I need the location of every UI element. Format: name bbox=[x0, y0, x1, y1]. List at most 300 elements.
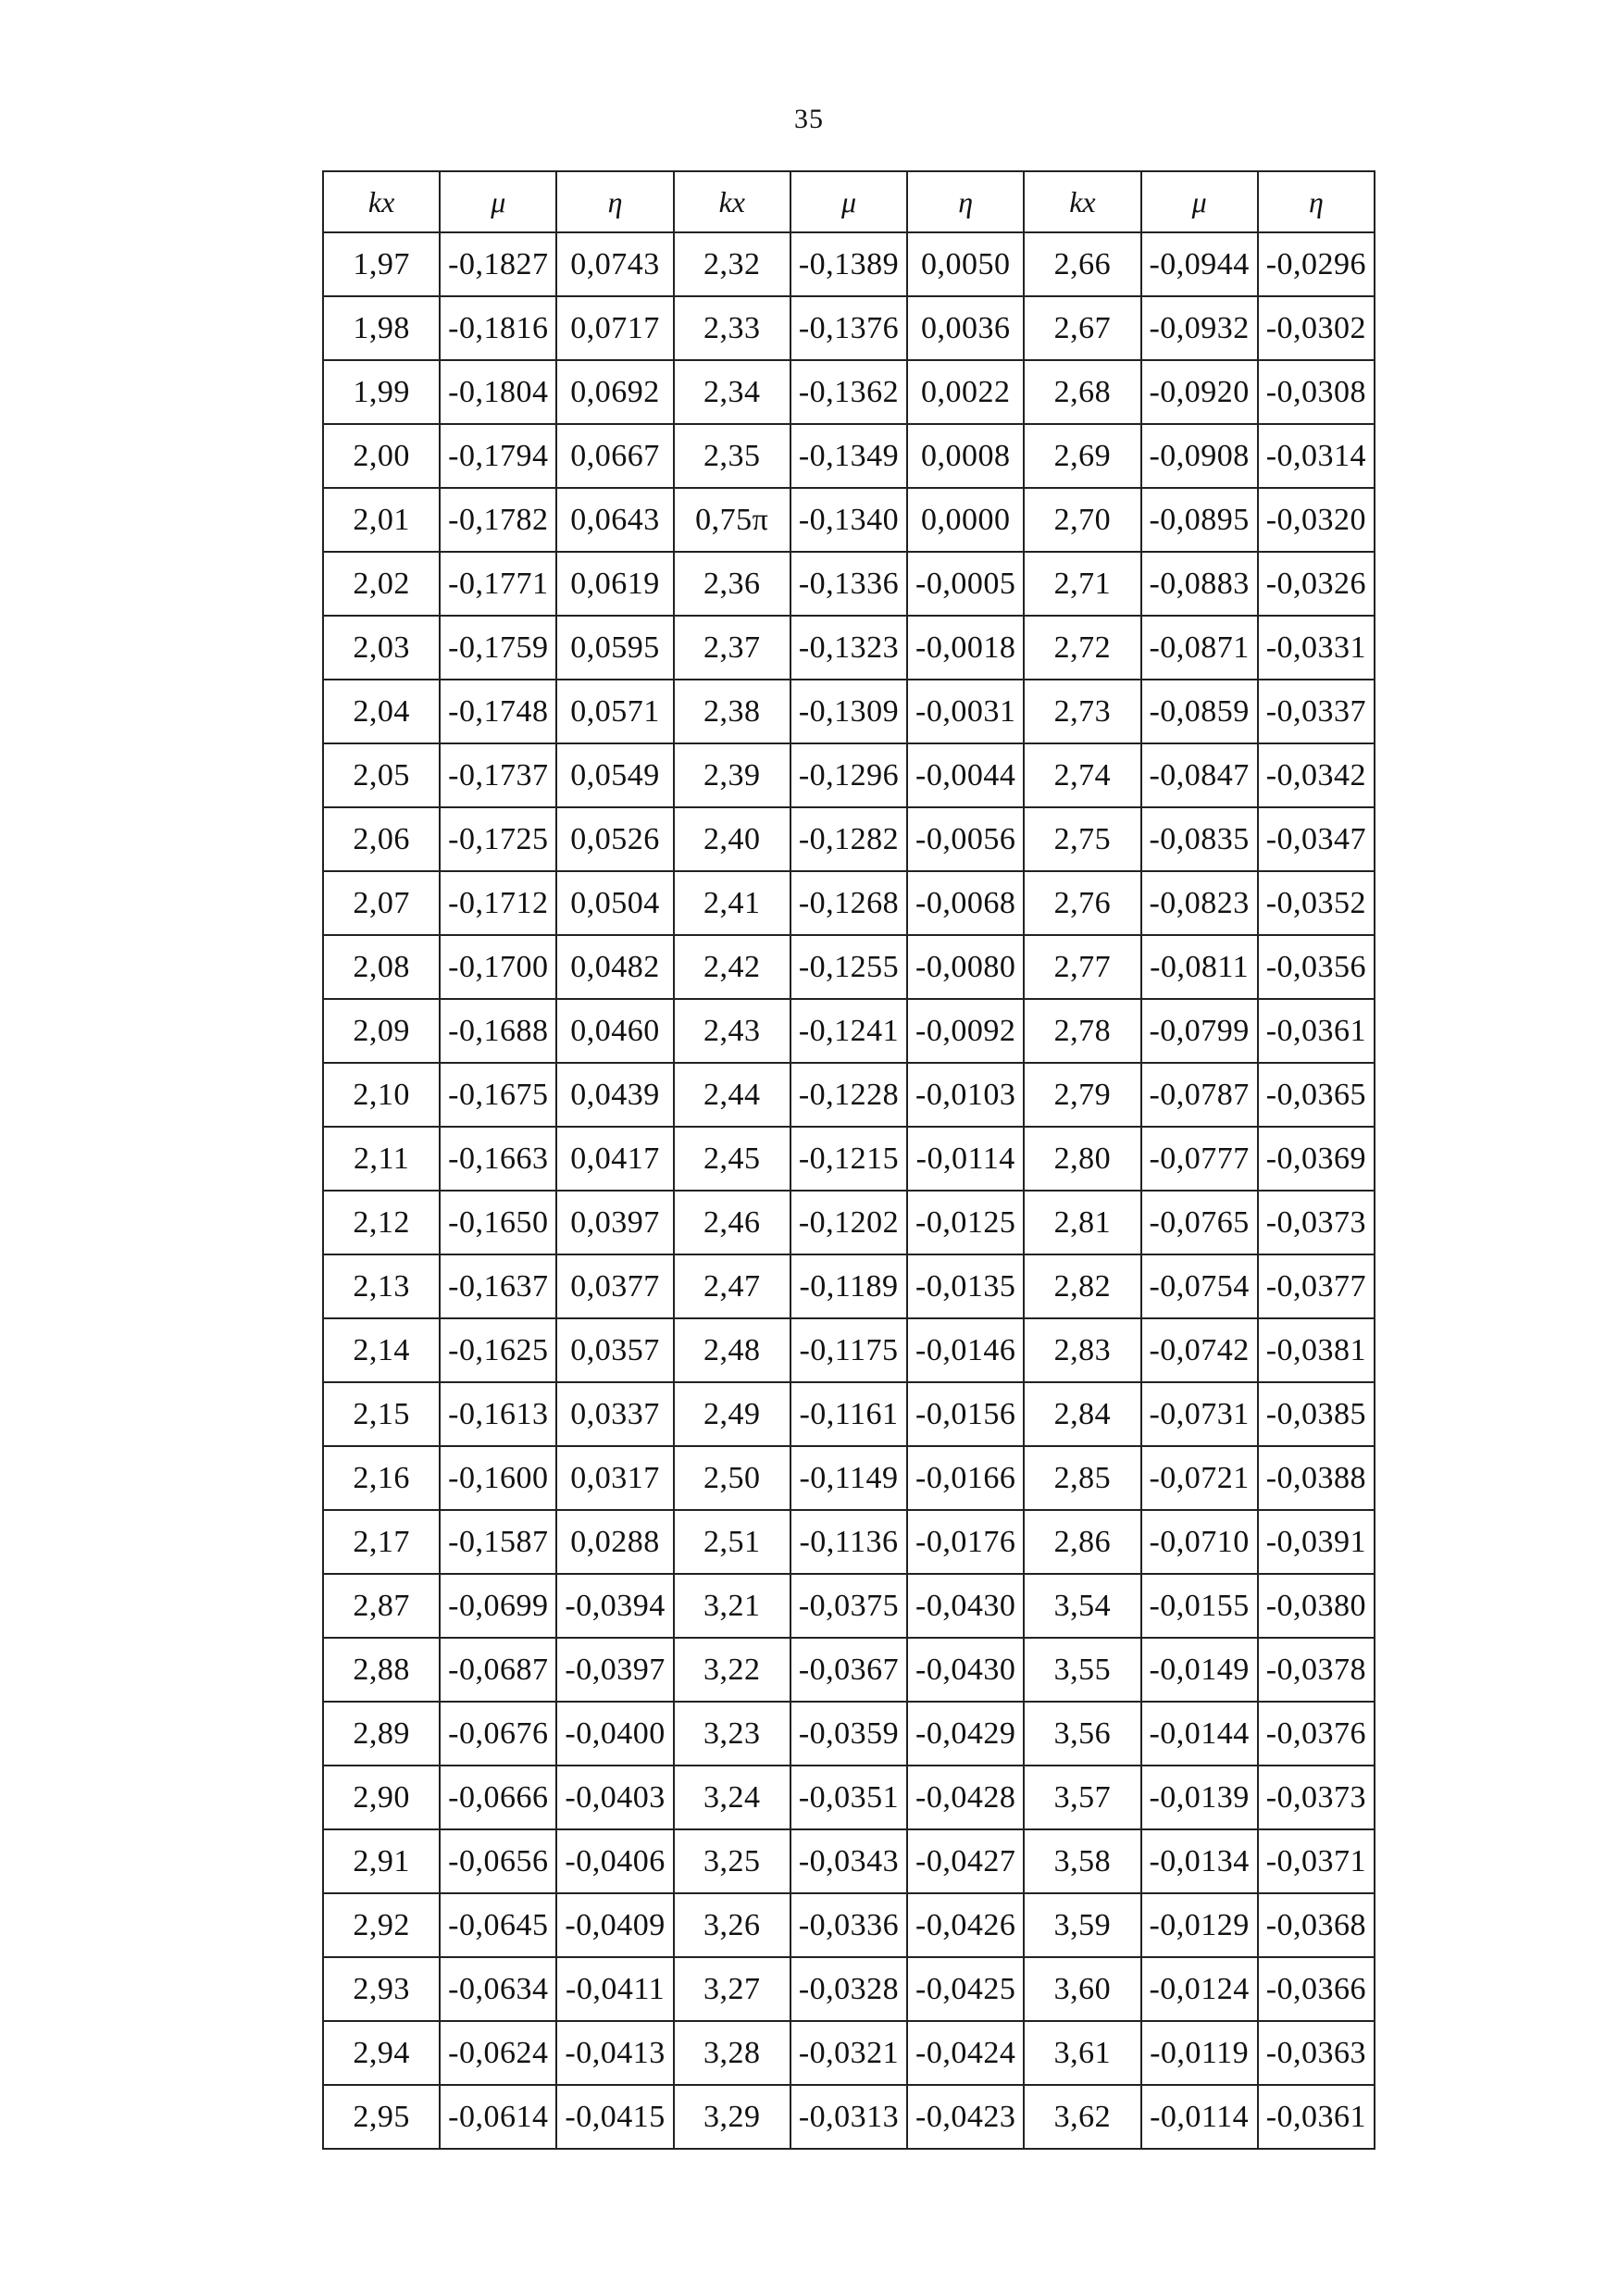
column-header: η bbox=[1258, 171, 1375, 232]
table-cell: -0,0302 bbox=[1258, 296, 1375, 360]
table-cell: -0,0429 bbox=[907, 1702, 1024, 1766]
column-header: η bbox=[556, 171, 673, 232]
table-cell: -0,0932 bbox=[1141, 296, 1258, 360]
table-row bbox=[323, 1702, 1375, 1766]
table-cell: -0,0415 bbox=[556, 2085, 673, 2149]
table-cell: 0,0571 bbox=[556, 680, 673, 743]
table-cell: -0,0397 bbox=[556, 1638, 673, 1702]
table-cell: 2,17 bbox=[323, 1510, 440, 1574]
table-cell: -0,0373 bbox=[1258, 1191, 1375, 1254]
table-cell: -0,1804 bbox=[440, 360, 556, 424]
table-cell: -0,0687 bbox=[440, 1638, 556, 1702]
table-cell: -0,0308 bbox=[1258, 360, 1375, 424]
table-cell: -0,1737 bbox=[440, 743, 556, 807]
table-cell: 0,0595 bbox=[556, 616, 673, 680]
table-cell: 0,0667 bbox=[556, 424, 673, 488]
table-cell: -0,1663 bbox=[440, 1127, 556, 1191]
column-header: μ bbox=[790, 171, 907, 232]
table-row bbox=[323, 552, 1375, 616]
table-cell: -0,1771 bbox=[440, 552, 556, 616]
table-cell: -0,0124 bbox=[1141, 1957, 1258, 2021]
table-cell: 3,28 bbox=[674, 2021, 790, 2085]
table-cell: 2,92 bbox=[323, 1893, 440, 1957]
column-header: kx bbox=[323, 171, 440, 232]
table-cell: 3,57 bbox=[1024, 1766, 1140, 1829]
table-cell: 0,0439 bbox=[556, 1063, 673, 1127]
table-cell: -0,0385 bbox=[1258, 1382, 1375, 1446]
table-cell: 2,47 bbox=[674, 1254, 790, 1318]
table-cell: 2,06 bbox=[323, 807, 440, 871]
column-header: η bbox=[907, 171, 1024, 232]
table-cell: 2,15 bbox=[323, 1382, 440, 1446]
table-cell: 2,66 bbox=[1024, 232, 1140, 296]
table-cell: -0,0139 bbox=[1141, 1766, 1258, 1829]
table-cell: 2,75 bbox=[1024, 807, 1140, 871]
table-cell: 2,36 bbox=[674, 552, 790, 616]
table-cell: 2,34 bbox=[674, 360, 790, 424]
table-cell: -0,0676 bbox=[440, 1702, 556, 1766]
table-cell: 2,67 bbox=[1024, 296, 1140, 360]
table-cell: -0,0155 bbox=[1141, 1574, 1258, 1638]
table-cell: 1,98 bbox=[323, 296, 440, 360]
table-cell: 2,94 bbox=[323, 2021, 440, 2085]
table-cell: 2,72 bbox=[1024, 616, 1140, 680]
table-cell: -0,0129 bbox=[1141, 1893, 1258, 1957]
table-cell: 2,78 bbox=[1024, 999, 1140, 1063]
table-row bbox=[323, 1446, 1375, 1510]
table-cell: -0,0342 bbox=[1258, 743, 1375, 807]
table-cell: 2,79 bbox=[1024, 1063, 1140, 1127]
table-cell: 1,97 bbox=[323, 232, 440, 296]
table-cell: -0,1712 bbox=[440, 871, 556, 935]
table-cell: -0,1637 bbox=[440, 1254, 556, 1318]
table-row bbox=[323, 2021, 1375, 2085]
table-cell: -0,1175 bbox=[790, 1318, 907, 1382]
table-row bbox=[323, 1254, 1375, 1318]
table-cell: 0,0692 bbox=[556, 360, 673, 424]
table-cell: 2,77 bbox=[1024, 935, 1140, 999]
table-cell: 3,61 bbox=[1024, 2021, 1140, 2085]
table-cell: -0,0328 bbox=[790, 1957, 907, 2021]
table-cell: -0,0731 bbox=[1141, 1382, 1258, 1446]
table-cell: -0,0359 bbox=[790, 1702, 907, 1766]
table-row bbox=[323, 1638, 1375, 1702]
table-cell: -0,0424 bbox=[907, 2021, 1024, 2085]
table-cell: -0,0754 bbox=[1141, 1254, 1258, 1318]
table-cell: -0,0146 bbox=[907, 1318, 1024, 1382]
table-cell: -0,0347 bbox=[1258, 807, 1375, 871]
table-cell: -0,0320 bbox=[1258, 488, 1375, 552]
table-cell: -0,0895 bbox=[1141, 488, 1258, 552]
table-cell: -0,1725 bbox=[440, 807, 556, 871]
table-cell: 2,86 bbox=[1024, 1510, 1140, 1574]
table-cell: -0,0314 bbox=[1258, 424, 1375, 488]
column-header: μ bbox=[440, 171, 556, 232]
table-cell: -0,0365 bbox=[1258, 1063, 1375, 1127]
table-cell: 3,21 bbox=[674, 1574, 790, 1638]
table-row bbox=[323, 680, 1375, 743]
table-cell: -0,0343 bbox=[790, 1829, 907, 1893]
table-cell: -0,0799 bbox=[1141, 999, 1258, 1063]
table-row bbox=[323, 1766, 1375, 1829]
table-cell: -0,1625 bbox=[440, 1318, 556, 1382]
table-cell: 2,07 bbox=[323, 871, 440, 935]
table-cell: 2,71 bbox=[1024, 552, 1140, 616]
table-cell: 2,90 bbox=[323, 1766, 440, 1829]
table-cell: 3,22 bbox=[674, 1638, 790, 1702]
table-cell: -0,1782 bbox=[440, 488, 556, 552]
table-cell: -0,0313 bbox=[790, 2085, 907, 2149]
table-cell: -0,0394 bbox=[556, 1574, 673, 1638]
table-cell: -0,0908 bbox=[1141, 424, 1258, 488]
table-row bbox=[323, 1893, 1375, 1957]
table-cell: -0,1202 bbox=[790, 1191, 907, 1254]
table-cell: -0,1323 bbox=[790, 616, 907, 680]
table-cell: -0,0125 bbox=[907, 1191, 1024, 1254]
table-cell: -0,1688 bbox=[440, 999, 556, 1063]
table-cell: 0,0036 bbox=[907, 296, 1024, 360]
table-cell: -0,0920 bbox=[1141, 360, 1258, 424]
table-row bbox=[323, 1127, 1375, 1191]
table-cell: 2,93 bbox=[323, 1957, 440, 2021]
table-cell: -0,1309 bbox=[790, 680, 907, 743]
table-row bbox=[323, 296, 1375, 360]
table-cell: -0,0413 bbox=[556, 2021, 673, 2085]
table-cell: 2,80 bbox=[1024, 1127, 1140, 1191]
table-cell: -0,1136 bbox=[790, 1510, 907, 1574]
table-cell: -0,0380 bbox=[1258, 1574, 1375, 1638]
table-cell: -0,0721 bbox=[1141, 1446, 1258, 1510]
table-cell: -0,1827 bbox=[440, 232, 556, 296]
table-cell: 2,69 bbox=[1024, 424, 1140, 488]
table-cell: -0,1296 bbox=[790, 743, 907, 807]
table-cell: -0,0871 bbox=[1141, 616, 1258, 680]
table-cell: 0,0549 bbox=[556, 743, 673, 807]
table-cell: 2,76 bbox=[1024, 871, 1140, 935]
table-cell: -0,0134 bbox=[1141, 1829, 1258, 1893]
table-cell: 2,00 bbox=[323, 424, 440, 488]
column-header: kx bbox=[1024, 171, 1140, 232]
table-cell: -0,0361 bbox=[1258, 2085, 1375, 2149]
table-cell: -0,0331 bbox=[1258, 616, 1375, 680]
table-cell: -0,0823 bbox=[1141, 871, 1258, 935]
table-cell: 3,26 bbox=[674, 1893, 790, 1957]
table-cell: -0,0409 bbox=[556, 1893, 673, 1957]
table-cell: 2,43 bbox=[674, 999, 790, 1063]
table-cell: -0,0373 bbox=[1258, 1766, 1375, 1829]
table-cell: -0,1748 bbox=[440, 680, 556, 743]
table-cell: -0,0699 bbox=[440, 1574, 556, 1638]
table-cell: -0,0031 bbox=[907, 680, 1024, 743]
table-cell: -0,0166 bbox=[907, 1446, 1024, 1510]
column-header: μ bbox=[1141, 171, 1258, 232]
table-row bbox=[323, 232, 1375, 296]
table-cell: 2,33 bbox=[674, 296, 790, 360]
table-cell: -0,0371 bbox=[1258, 1829, 1375, 1893]
table-cell: 2,48 bbox=[674, 1318, 790, 1382]
table-cell: 2,05 bbox=[323, 743, 440, 807]
table-cell: -0,0430 bbox=[907, 1574, 1024, 1638]
table-cell: -0,0423 bbox=[907, 2085, 1024, 2149]
table-cell: 0,0377 bbox=[556, 1254, 673, 1318]
table-cell: -0,1228 bbox=[790, 1063, 907, 1127]
table-cell: -0,0368 bbox=[1258, 1893, 1375, 1957]
table-cell: -0,0103 bbox=[907, 1063, 1024, 1127]
table-cell: -0,0883 bbox=[1141, 552, 1258, 616]
table-cell: 2,81 bbox=[1024, 1191, 1140, 1254]
table-cell: 2,88 bbox=[323, 1638, 440, 1702]
table-cell: 0,0397 bbox=[556, 1191, 673, 1254]
table-cell: 2,44 bbox=[674, 1063, 790, 1127]
table-cell: 2,68 bbox=[1024, 360, 1140, 424]
data-table bbox=[322, 170, 1375, 2150]
table-cell: -0,1700 bbox=[440, 935, 556, 999]
table-cell: 2,87 bbox=[323, 1574, 440, 1638]
table-cell: -0,1336 bbox=[790, 552, 907, 616]
table-cell: 2,50 bbox=[674, 1446, 790, 1510]
table-cell: -0,0375 bbox=[790, 1574, 907, 1638]
table-cell: 2,16 bbox=[323, 1446, 440, 1510]
table-cell: -0,0119 bbox=[1141, 2021, 1258, 2085]
table-cell: 3,27 bbox=[674, 1957, 790, 2021]
table-cell: 2,91 bbox=[323, 1829, 440, 1893]
table-cell: -0,1650 bbox=[440, 1191, 556, 1254]
table-cell: 2,03 bbox=[323, 616, 440, 680]
table-cell: 2,82 bbox=[1024, 1254, 1140, 1318]
table-cell: 2,10 bbox=[323, 1063, 440, 1127]
table-cell: -0,0336 bbox=[790, 1893, 907, 1957]
table-cell: 2,12 bbox=[323, 1191, 440, 1254]
table-row bbox=[323, 871, 1375, 935]
table-cell: -0,0656 bbox=[440, 1829, 556, 1893]
table-row bbox=[323, 999, 1375, 1063]
table-cell: 0,0482 bbox=[556, 935, 673, 999]
table-cell: 3,55 bbox=[1024, 1638, 1140, 1702]
table-cell: -0,0411 bbox=[556, 1957, 673, 2021]
table-cell: -0,1255 bbox=[790, 935, 907, 999]
table-cell: -0,0400 bbox=[556, 1702, 673, 1766]
table-cell: -0,0337 bbox=[1258, 680, 1375, 743]
header-row bbox=[323, 171, 1375, 232]
table-cell: 2,35 bbox=[674, 424, 790, 488]
table-cell: -0,0388 bbox=[1258, 1446, 1375, 1510]
table-cell: 2,51 bbox=[674, 1510, 790, 1574]
table-cell: 0,0050 bbox=[907, 232, 1024, 296]
table-cell: -0,0351 bbox=[790, 1766, 907, 1829]
table-cell: 2,95 bbox=[323, 2085, 440, 2149]
table-cell: -0,0144 bbox=[1141, 1702, 1258, 1766]
table-cell: 0,0743 bbox=[556, 232, 673, 296]
table-cell: 3,62 bbox=[1024, 2085, 1140, 2149]
table-cell: 3,24 bbox=[674, 1766, 790, 1829]
table-cell: 1,99 bbox=[323, 360, 440, 424]
table-cell: -0,1376 bbox=[790, 296, 907, 360]
table-cell: 2,02 bbox=[323, 552, 440, 616]
table-cell: 2,14 bbox=[323, 1318, 440, 1382]
table-row bbox=[323, 743, 1375, 807]
table-cell: 2,46 bbox=[674, 1191, 790, 1254]
table-cell: -0,0381 bbox=[1258, 1318, 1375, 1382]
table-cell: -0,0114 bbox=[907, 1127, 1024, 1191]
table-cell: 0,0022 bbox=[907, 360, 1024, 424]
table-cell: -0,1189 bbox=[790, 1254, 907, 1318]
table-cell: 2,38 bbox=[674, 680, 790, 743]
table-cell: -0,0296 bbox=[1258, 232, 1375, 296]
table-row bbox=[323, 360, 1375, 424]
table-row bbox=[323, 1957, 1375, 2021]
table-cell: -0,0367 bbox=[790, 1638, 907, 1702]
table-cell: 0,0337 bbox=[556, 1382, 673, 1446]
table-cell: 2,83 bbox=[1024, 1318, 1140, 1382]
table-cell: -0,0135 bbox=[907, 1254, 1024, 1318]
table-cell: 0,0000 bbox=[907, 488, 1024, 552]
table-cell: 2,73 bbox=[1024, 680, 1140, 743]
table-row bbox=[323, 1063, 1375, 1127]
table-cell: -0,1389 bbox=[790, 232, 907, 296]
table-cell: 2,39 bbox=[674, 743, 790, 807]
table-cell: -0,0391 bbox=[1258, 1510, 1375, 1574]
table-cell: -0,1600 bbox=[440, 1446, 556, 1510]
table-cell: -0,1794 bbox=[440, 424, 556, 488]
table-header bbox=[323, 171, 1375, 232]
table-cell: -0,0149 bbox=[1141, 1638, 1258, 1702]
table-cell: 0,0460 bbox=[556, 999, 673, 1063]
table-cell: 2,84 bbox=[1024, 1382, 1140, 1446]
table-cell: -0,0787 bbox=[1141, 1063, 1258, 1127]
table-cell: -0,0376 bbox=[1258, 1702, 1375, 1766]
column-header: kx bbox=[674, 171, 790, 232]
table-cell: 3,25 bbox=[674, 1829, 790, 1893]
table-row bbox=[323, 1829, 1375, 1893]
table-cell: 0,0008 bbox=[907, 424, 1024, 488]
table-cell: 0,0717 bbox=[556, 296, 673, 360]
table-cell: -0,0378 bbox=[1258, 1638, 1375, 1702]
table-cell: -0,1675 bbox=[440, 1063, 556, 1127]
table-cell: -0,1149 bbox=[790, 1446, 907, 1510]
table-cell: 2,85 bbox=[1024, 1446, 1140, 1510]
table-cell: -0,1340 bbox=[790, 488, 907, 552]
table-cell: 2,49 bbox=[674, 1382, 790, 1446]
table-body bbox=[323, 232, 1375, 2149]
table-cell: 3,60 bbox=[1024, 1957, 1140, 2021]
table-cell: 2,41 bbox=[674, 871, 790, 935]
table-row bbox=[323, 1382, 1375, 1446]
table-row bbox=[323, 488, 1375, 552]
table-cell: 2,37 bbox=[674, 616, 790, 680]
table-cell: -0,1587 bbox=[440, 1510, 556, 1574]
table-cell: 2,13 bbox=[323, 1254, 440, 1318]
table-cell: 2,32 bbox=[674, 232, 790, 296]
table-cell: -0,0847 bbox=[1141, 743, 1258, 807]
table-cell: -0,0742 bbox=[1141, 1318, 1258, 1382]
table-cell: -0,0406 bbox=[556, 1829, 673, 1893]
table-cell: -0,0425 bbox=[907, 1957, 1024, 2021]
table-cell: -0,0326 bbox=[1258, 552, 1375, 616]
table-cell: -0,0352 bbox=[1258, 871, 1375, 935]
table-cell: 2,74 bbox=[1024, 743, 1140, 807]
table-cell: -0,1349 bbox=[790, 424, 907, 488]
table-cell: 2,45 bbox=[674, 1127, 790, 1191]
table-cell: 2,40 bbox=[674, 807, 790, 871]
table-cell: -0,0645 bbox=[440, 1893, 556, 1957]
table-row bbox=[323, 1510, 1375, 1574]
table-row bbox=[323, 935, 1375, 999]
table-cell: 0,0417 bbox=[556, 1127, 673, 1191]
table-cell: -0,1613 bbox=[440, 1382, 556, 1446]
table-cell: 0,0288 bbox=[556, 1510, 673, 1574]
table-cell: -0,0366 bbox=[1258, 1957, 1375, 2021]
table-cell: -0,1816 bbox=[440, 296, 556, 360]
table-cell: -0,0369 bbox=[1258, 1127, 1375, 1191]
table-cell: -0,1759 bbox=[440, 616, 556, 680]
table-cell: 3,23 bbox=[674, 1702, 790, 1766]
table-cell: -0,0710 bbox=[1141, 1510, 1258, 1574]
table-cell: -0,0428 bbox=[907, 1766, 1024, 1829]
table-cell: -0,1161 bbox=[790, 1382, 907, 1446]
table-cell: -0,0018 bbox=[907, 616, 1024, 680]
table-cell: 0,0619 bbox=[556, 552, 673, 616]
table-cell: 2,70 bbox=[1024, 488, 1140, 552]
table-cell: 0,0526 bbox=[556, 807, 673, 871]
table-cell: 0,0504 bbox=[556, 871, 673, 935]
table-cell: -0,1241 bbox=[790, 999, 907, 1063]
table-cell: 2,04 bbox=[323, 680, 440, 743]
table-cell: 3,54 bbox=[1024, 1574, 1140, 1638]
table-cell: -0,0426 bbox=[907, 1893, 1024, 1957]
table-cell: -0,0377 bbox=[1258, 1254, 1375, 1318]
table-cell: -0,0044 bbox=[907, 743, 1024, 807]
table-cell: -0,0944 bbox=[1141, 232, 1258, 296]
table-cell: -0,0634 bbox=[440, 1957, 556, 2021]
table-cell: -0,0765 bbox=[1141, 1191, 1258, 1254]
table-cell: 2,08 bbox=[323, 935, 440, 999]
table-cell: 3,29 bbox=[674, 2085, 790, 2149]
table-cell: -0,0080 bbox=[907, 935, 1024, 999]
table-cell: -0,0427 bbox=[907, 1829, 1024, 1893]
table-cell: -0,1362 bbox=[790, 360, 907, 424]
table-cell: -0,0156 bbox=[907, 1382, 1024, 1446]
table-row bbox=[323, 1318, 1375, 1382]
table-cell: -0,1268 bbox=[790, 871, 907, 935]
table-row bbox=[323, 616, 1375, 680]
table-cell: 2,01 bbox=[323, 488, 440, 552]
table-cell: 2,42 bbox=[674, 935, 790, 999]
table-cell: -0,0356 bbox=[1258, 935, 1375, 999]
table-cell: -0,1282 bbox=[790, 807, 907, 871]
page-number: 35 bbox=[794, 104, 824, 134]
table-cell: -0,0666 bbox=[440, 1766, 556, 1829]
table-cell: -0,0777 bbox=[1141, 1127, 1258, 1191]
table-cell: 3,59 bbox=[1024, 1893, 1140, 1957]
table-row bbox=[323, 424, 1375, 488]
table-cell: 3,56 bbox=[1024, 1702, 1140, 1766]
table-cell: -0,0068 bbox=[907, 871, 1024, 935]
table-cell: -0,0614 bbox=[440, 2085, 556, 2149]
table-cell: -0,0624 bbox=[440, 2021, 556, 2085]
table-cell: -0,0092 bbox=[907, 999, 1024, 1063]
table-cell: -0,0811 bbox=[1141, 935, 1258, 999]
table-cell: -0,0321 bbox=[790, 2021, 907, 2085]
table-cell: -0,0005 bbox=[907, 552, 1024, 616]
table-cell: -0,0361 bbox=[1258, 999, 1375, 1063]
table-cell: -0,0176 bbox=[907, 1510, 1024, 1574]
table-cell: -0,1215 bbox=[790, 1127, 907, 1191]
table-cell: 0,0317 bbox=[556, 1446, 673, 1510]
table-cell: -0,0430 bbox=[907, 1638, 1024, 1702]
table-row bbox=[323, 1574, 1375, 1638]
table-cell: 2,09 bbox=[323, 999, 440, 1063]
table-cell: -0,0114 bbox=[1141, 2085, 1258, 2149]
